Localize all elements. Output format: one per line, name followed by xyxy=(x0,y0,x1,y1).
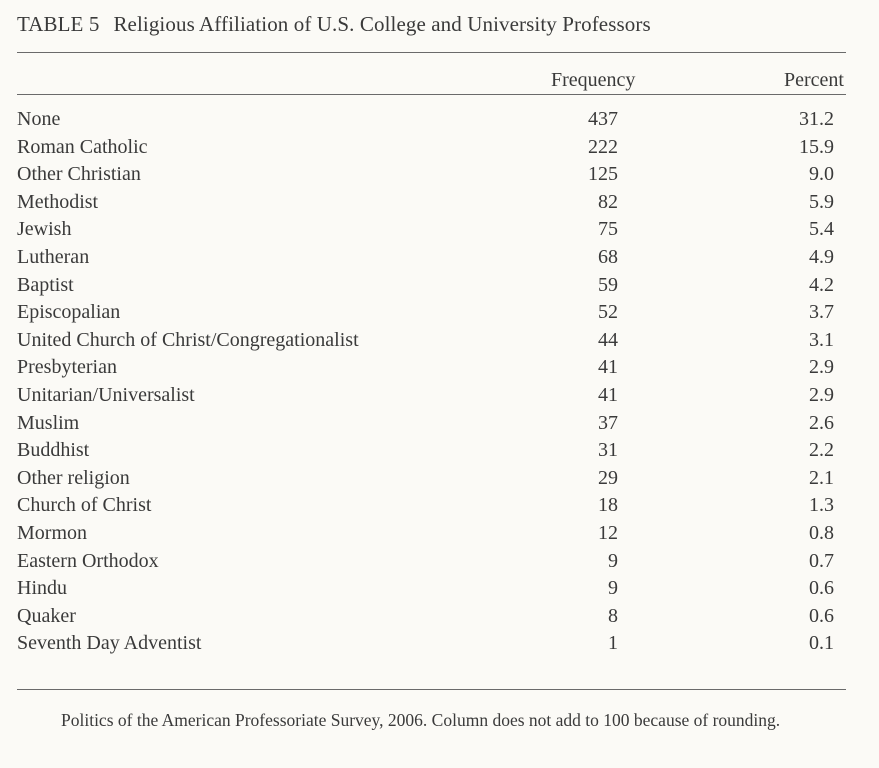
percent-value: 4.2 xyxy=(809,273,834,296)
percent-value: 3.7 xyxy=(809,301,834,324)
table-row xyxy=(17,575,846,603)
table-row xyxy=(17,410,846,438)
frequency-value: 37 xyxy=(598,411,618,434)
frequency-value: 75 xyxy=(598,218,618,241)
table-number: TABLE 5 xyxy=(17,12,100,36)
religion-label: Presbyterian xyxy=(17,356,117,379)
frequency-value: 18 xyxy=(598,494,618,517)
percent-value: 4.9 xyxy=(809,245,834,268)
frequency-value: 8 xyxy=(608,604,618,627)
percent-value: 1.3 xyxy=(809,494,834,517)
religion-label: None xyxy=(17,108,61,130)
table-body xyxy=(17,106,846,658)
frequency-value: 41 xyxy=(598,356,618,379)
religion-label: Unitarian/Universalist xyxy=(17,383,195,406)
table-row xyxy=(17,548,846,576)
frequency-value: 29 xyxy=(598,466,618,489)
table-row xyxy=(17,272,846,300)
religion-label: Baptist xyxy=(17,273,74,296)
frequency-value: 44 xyxy=(598,328,618,351)
table-row xyxy=(17,492,846,520)
percent-value: 0.8 xyxy=(809,521,834,544)
frequency-value: 82 xyxy=(598,190,618,213)
religion-label: Methodist xyxy=(17,190,99,213)
percent-value: 31.2 xyxy=(799,108,834,130)
religion-label: Muslim xyxy=(17,411,80,434)
top-rule xyxy=(17,52,846,53)
religion-label: Quaker xyxy=(17,604,76,627)
percent-value: 2.6 xyxy=(809,411,834,434)
table-row xyxy=(17,106,846,134)
religion-label: Jewish xyxy=(17,218,72,241)
table-row xyxy=(17,354,846,382)
table-row xyxy=(17,327,846,355)
frequency-value: 59 xyxy=(598,273,618,296)
table-row xyxy=(17,437,846,465)
table-title: Religious Affiliation of U.S. College and University Professors xyxy=(113,12,651,36)
table-page xyxy=(17,0,846,768)
percent-value: 0.7 xyxy=(809,549,834,572)
religion-label: Hindu xyxy=(17,577,67,600)
frequency-value: 437 xyxy=(588,108,618,130)
column-header-percent: Percent xyxy=(784,69,844,91)
table-row xyxy=(17,465,846,493)
percent-value: 2.9 xyxy=(809,383,834,406)
religion-label: Mormon xyxy=(17,521,87,544)
frequency-value: 68 xyxy=(598,245,618,268)
bottom-rule xyxy=(17,689,846,690)
religion-label: Buddhist xyxy=(17,439,90,462)
religion-label: Church of Christ xyxy=(17,494,152,517)
table-row xyxy=(17,299,846,327)
religion-label: Eastern Orthodox xyxy=(17,549,159,572)
percent-value: 2.9 xyxy=(809,356,834,379)
religion-label: Lutheran xyxy=(17,245,90,268)
percent-value: 0.6 xyxy=(809,577,834,600)
religion-label: Other Christian xyxy=(17,163,141,186)
table-row xyxy=(17,630,846,658)
percent-value: 9.0 xyxy=(809,163,834,186)
table-note: Politics of the American Professoriate Survey, 2006. Column does not add to 100 because of rounding. xyxy=(61,710,781,730)
percent-value: 15.9 xyxy=(799,135,834,158)
percent-value: 0.6 xyxy=(809,604,834,627)
religion-label: United Church of Christ/Congregationalist xyxy=(17,328,359,351)
header-rule xyxy=(17,94,846,95)
table-row xyxy=(17,189,846,217)
frequency-value: 41 xyxy=(598,383,618,406)
religion-label: Episcopalian xyxy=(17,301,121,324)
percent-value: 2.1 xyxy=(809,466,834,489)
religion-label: Seventh Day Adventist xyxy=(17,632,202,655)
table-row xyxy=(17,382,846,410)
religion-label: Roman Catholic xyxy=(17,135,148,158)
frequency-value: 1 xyxy=(608,632,618,655)
table-row xyxy=(17,134,846,162)
table-row xyxy=(17,603,846,631)
frequency-value: 9 xyxy=(608,549,618,572)
frequency-value: 12 xyxy=(598,521,618,544)
percent-value: 5.4 xyxy=(809,218,834,241)
religion-label: Other religion xyxy=(17,466,130,489)
frequency-value: 125 xyxy=(588,163,618,186)
percent-value: 5.9 xyxy=(809,190,834,213)
percent-value: 2.2 xyxy=(809,439,834,462)
frequency-value: 52 xyxy=(598,301,618,324)
percent-value: 0.1 xyxy=(809,632,834,655)
table-row xyxy=(17,216,846,244)
table-row xyxy=(17,161,846,189)
frequency-value: 9 xyxy=(608,577,618,600)
percent-value: 3.1 xyxy=(809,328,834,351)
frequency-value: 222 xyxy=(588,135,618,158)
column-header-frequency: Frequency xyxy=(551,69,636,91)
table-row xyxy=(17,244,846,272)
table-row xyxy=(17,520,846,548)
frequency-value: 31 xyxy=(598,439,618,462)
table-caption xyxy=(17,12,651,37)
